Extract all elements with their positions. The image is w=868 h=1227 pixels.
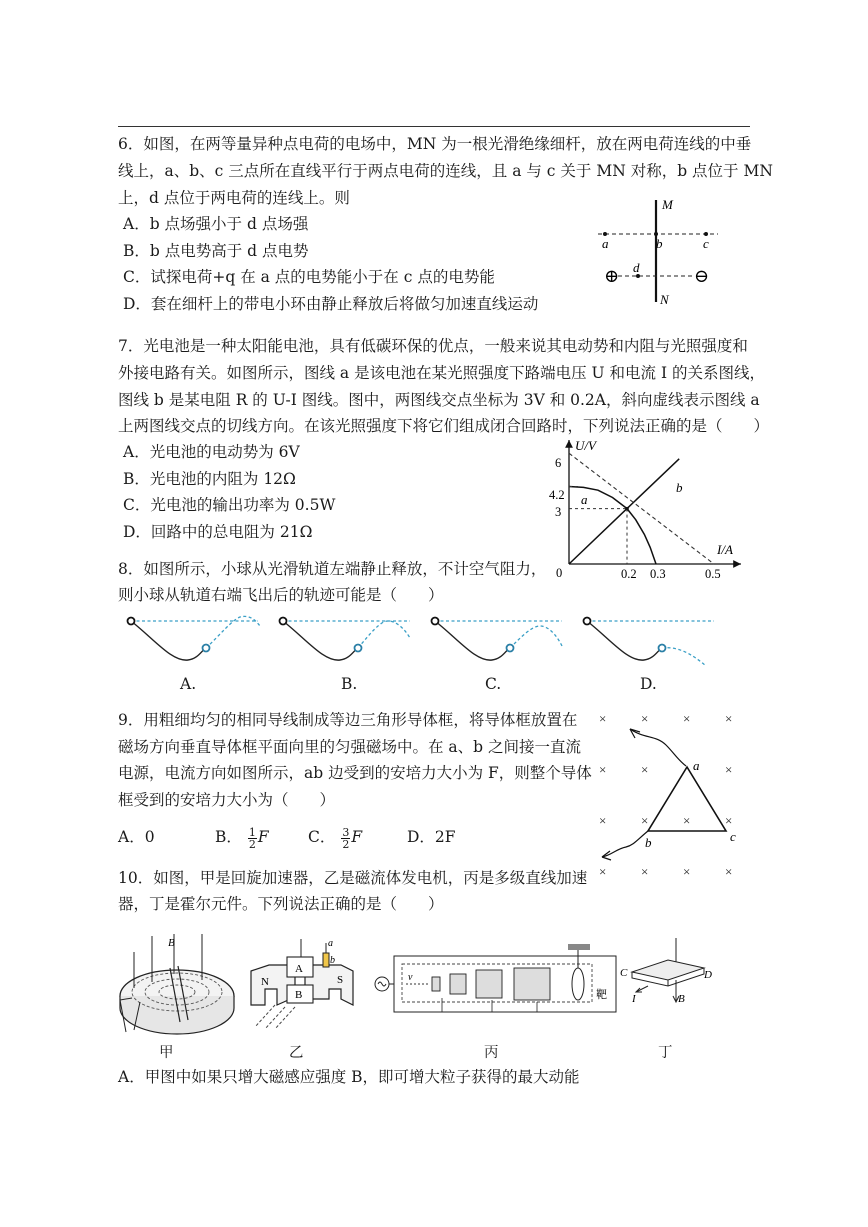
svg-text:×: × [725,813,733,828]
mhd-b-label: b [330,955,335,966]
q6-option-c: C．试探电荷+q 在 a 点的电势能小于在 c 点的电势能 [123,268,495,286]
label-M: M [662,197,673,212]
x-tick-0-5: 0.5 [705,567,721,581]
series-b-line [569,459,679,564]
caption-bing: 丙 [484,1045,499,1061]
vertex-b-label: b [645,835,652,850]
negative-charge-icon: ⊖ [694,266,710,286]
q8-line-2: 则小球从轨道右端飞出后的轨迹可能是（ ） [118,586,444,604]
cyclotron-B-label: B [168,937,175,949]
q7-line-3: 图线 b 是某电阻 R 的 U-I 图线。图中，两图线交点坐标为 3V 和 0.2A，斜向虚线表示图线 a [118,391,760,409]
q8-option-a: A. [180,675,197,693]
label-d: d [633,260,640,275]
q8-trajectory-figures [120,610,720,670]
q8-option-b: B. [341,675,358,693]
y-tick-4-2: 4.2 [549,488,565,502]
q10-line-1: 10．如图，甲是回旋加速器，乙是磁流体发电机，丙是多级直线加速 [118,869,588,887]
cyclotron-figure [112,930,247,1038]
svg-text:×: × [683,711,691,726]
top-rule [118,126,750,127]
y-axis-label: U/V [575,438,596,453]
hall-I-label: I [632,993,636,1005]
mhd-a-label: a [328,938,333,949]
label-b: b [656,236,663,251]
q10-option-a: A．甲图中如果只增大磁感应强度 B，即可增大粒子获得的最大动能 [118,1068,580,1086]
tangent-dashed-line [569,453,714,564]
svg-text:×: × [599,813,607,828]
linac-target-label: 靶 [596,989,607,1001]
svg-text:×: × [599,711,607,726]
q6-option-b: B．b 点电势高于 d 点电势 [123,242,309,260]
linear-accelerator-figure [372,942,622,1024]
caption-ding: 丁 [658,1045,673,1061]
svg-text:×: × [641,762,649,777]
vertex-c-label: c [730,829,736,844]
q9-option-d: D．2F [407,828,456,846]
caption-jia: 甲 [159,1045,174,1061]
q7-ui-chart [545,432,750,582]
fraction-one-half: $\frac{1}{2}$ [248,825,256,851]
svg-text:×: × [725,711,733,726]
hall-D-label: D [704,969,712,981]
q8-line-1: 8．如图所示，小球从光滑轨道左端静止释放，不计空气阻力， [118,560,547,578]
svg-text:×: × [683,813,691,828]
q9-triangle-diagram [590,705,750,880]
q9-line-2: 磁场方向垂直导体框平面向里的匀强磁场中。在 a、b 之间接一直流 [118,738,582,756]
q9-line-3: 电源，电流方向如图所示，ab 边受到的安培力大小为 F，则整个导体 [118,764,592,782]
q6-option-d: D．套在细杆上的带电小环由静止释放后将做匀加速直线运动 [123,295,539,313]
caption-yi: 乙 [289,1045,304,1061]
q7-option-d: D．回路中的总电阻为 21Ω [123,523,313,541]
q7-line-1: 7．光电池是一种太阳能电池，具有低碳环保的优点，一般来说其电动势和内阻与光照强度和 [118,337,748,355]
q7-line-4: 上两图线交点的切线方向。在该光照强度下将它们组成闭合回路时，下列说法正确的是（ ） [118,417,770,435]
svg-text:×: × [599,864,607,879]
intersection-point [625,507,629,511]
svg-text:×: × [641,813,649,828]
hall-element-figure [618,932,718,1032]
q8-figure-d [584,618,715,667]
linac-v-label: v [408,972,413,983]
q8-figure-c [432,618,563,661]
q8-figure-b [280,618,411,661]
label-a: a [602,236,609,251]
hall-B-label: B [678,993,685,1005]
mhd-generator-figure [245,935,360,1035]
y-tick-3: 3 [555,505,562,519]
q6-field-diagram [590,190,740,310]
mhd-S-label: S [337,974,344,986]
x-axis-label: I/A [717,542,733,557]
q6-option-a: A．b 点场强小于 d 点场强 [123,215,309,233]
hall-C-label: C [620,967,628,979]
q6-line-3: 上，d 点位于两电荷的连线上。则 [118,189,350,207]
magnetic-field-crosses [599,711,732,879]
q9-option-c: C． $\frac{3}{2}$ F [308,825,363,851]
y-tick-6: 6 [555,456,562,470]
svg-text:×: × [641,711,649,726]
q8-option-d: D. [640,675,657,693]
line-b-label: b [676,480,683,495]
x-tick-0-3: 0.3 [650,567,666,581]
svg-text:×: × [641,864,649,879]
vertex-a-label: a [693,758,700,773]
q9-option-b: B． $\frac{1}{2}$ F [215,825,269,851]
label-N: N [660,292,669,307]
svg-text:×: × [725,762,733,777]
q7-option-b: B．光电池的内阻为 12Ω [123,470,296,488]
svg-text:×: × [725,864,733,879]
mhd-N-label: N [261,976,269,988]
svg-text:×: × [683,864,691,879]
q7-line-2: 外接电路有关。如图所示，图线 a 是该电池在某光照强度下路端电压 U 和电流 I 的关系图线， [118,364,765,382]
label-c: c [703,236,709,251]
q6-line-2: 线上，a、b、c 三点所在直线平行于两点电荷的连线，且 a 与 c 关于 MN 对称，b 点位于 MN [118,162,773,180]
q6-line-1: 6．如图，在两等量异种点电荷的电场中，MN 为一根光滑绝缘细杆，放在两电荷连线的中垂 [118,135,752,153]
origin-label: 0 [556,566,563,580]
line-a-label: a [581,492,588,507]
q9-line-4: 框受到的安培力大小为（ ） [118,791,336,809]
q7-option-c: C．光电池的输出功率为 0.5W [123,496,336,514]
q10-line-2: 器，丁是霍尔元件。下列说法正确的是（ ） [118,895,444,913]
mhd-A-label: A [295,963,303,975]
q7-option-a: A．光电池的电动势为 6V [123,443,300,461]
mhd-B-label: B [295,989,303,1001]
q8-figure-a [128,616,261,660]
x-tick-0-2: 0.2 [621,567,637,581]
positive-charge-icon: ⊕ [604,266,620,286]
q9-line-1: 9．用粗细均匀的相同导线制成等边三角形导体框，将导体框放置在 [118,711,578,729]
q8-option-c: C. [485,675,502,693]
q9-option-a: A．0 [118,828,155,846]
svg-text:×: × [599,762,607,777]
fraction-three-halves: $\frac{3}{2}$ [342,825,350,851]
